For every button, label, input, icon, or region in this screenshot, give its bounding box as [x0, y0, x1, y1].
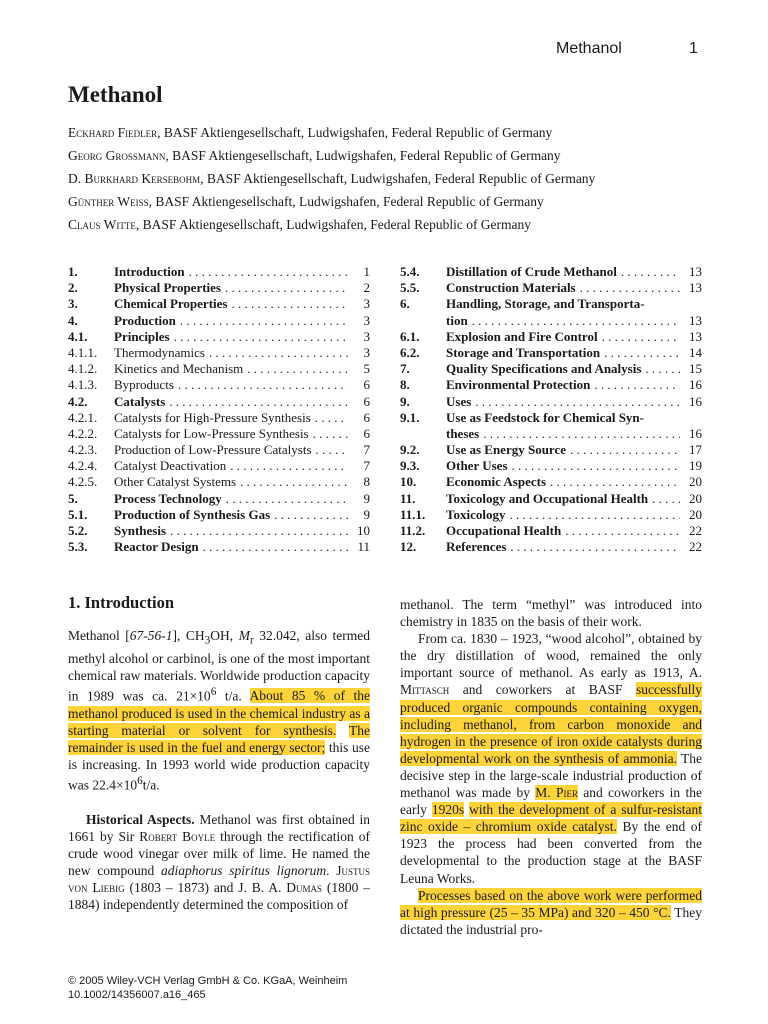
toc-number: 9. [400, 393, 410, 409]
toc-number: 9.3. [400, 458, 420, 474]
toc-page-number: 22 [689, 523, 702, 538]
toc-entry[interactable] [68, 329, 370, 345]
toc-entry[interactable] [400, 458, 702, 474]
toc-page-number: 3 [363, 296, 370, 312]
running-header-title: Methanol [556, 40, 622, 57]
paragraph-historical [68, 811, 370, 914]
toc-number: 6.2. [400, 344, 420, 360]
toc-entry[interactable] [68, 264, 370, 280]
toc-number: 4. [68, 312, 78, 328]
paragraph-processes [400, 887, 702, 938]
toc-title: Other Catalyst Systems [114, 474, 237, 490]
toc-leader-dots [604, 345, 680, 361]
author-affiliation: , BASF Aktiengesellschaft, Ludwigshafen, Federal Republic of Germany [165, 148, 561, 163]
toc-number: 5.4. [400, 264, 420, 279]
toc-page-number: 3 [363, 344, 370, 360]
toc-title: Catalysts for Low-Pressure Synthesis [114, 425, 309, 441]
toc-leader-dots [230, 458, 348, 474]
toc-page-number: 15 [689, 361, 702, 377]
toc-title-wrap [446, 345, 680, 361]
toc-title: Occupational Health [446, 523, 562, 538]
toc-title-wrap [114, 458, 348, 474]
toc-leader-dots [178, 377, 348, 393]
toc-leader-dots [274, 507, 348, 523]
toc-number: 12. [400, 539, 417, 555]
toc-title: References [446, 539, 507, 555]
toc-title-wrap [114, 313, 348, 329]
toc-leader-dots [475, 394, 680, 410]
toc-leader-dots [169, 394, 348, 410]
toc-leader-dots [203, 539, 348, 555]
toc-page-number: 9 [363, 506, 370, 522]
toc-title-wrap [446, 539, 680, 555]
toc-entry[interactable] [400, 539, 702, 555]
text-run: Robert Boyle [139, 828, 216, 844]
toc-title: Kinetics and Mechanism [114, 361, 244, 377]
text-run: (1803 – 1873) and J. B. A. [124, 879, 287, 895]
doi: 10.1002/14356007.a16_465 [68, 989, 206, 1001]
toc-number [400, 313, 446, 329]
toc-title: Toxicology [446, 506, 506, 522]
text-run: t/a. [142, 777, 160, 793]
toc-number: 5.2. [68, 523, 88, 538]
toc-leader-dots [315, 410, 348, 426]
toc-entry[interactable] [400, 296, 702, 312]
text-run: From ca. 1830 – 1923, “wood alcohol”, obtained by the dry distillation of wood, remained the only important source of methanol. As early as 1913, A. [400, 631, 702, 681]
toc-page-number: 7 [363, 442, 370, 458]
text-run: Justus von Liebig [68, 862, 371, 895]
toc-leader-dots [645, 361, 680, 377]
toc-leader-dots [510, 539, 680, 555]
text-run: 32.042, also termed methyl alcohol or carbinol, is one of the most important chemical raw materials. Worldwide production capacity in 1989 was ca. 21×10 [68, 628, 371, 704]
text-run [336, 723, 349, 738]
author-affiliation: , BASF Aktiengesellschaft, Ludwigshafen, Federal Republic of Germany [135, 217, 532, 232]
paragraph-historical-cont [400, 596, 702, 630]
toc-title: Construction Materials [446, 280, 576, 296]
toc-number: 11.2. [400, 523, 426, 538]
toc-title: theses [446, 425, 480, 441]
toc-number: 4.2.3. [68, 442, 98, 458]
toc-number: 4.2.1. [68, 409, 98, 425]
toc-entry[interactable] [400, 394, 702, 410]
toc-title: Production of Synthesis Gas [114, 506, 271, 522]
toc-title-wrap [446, 507, 680, 523]
toc-title-wrap [446, 394, 680, 410]
toc-number: 11.1. [400, 506, 426, 522]
toc-title-wrap [446, 361, 680, 377]
toc-title: Distillation of Crude Methanol [446, 264, 617, 279]
text-run: . [326, 862, 337, 878]
toc-number: 1. [68, 264, 78, 279]
toc-title: Explosion and Fire Control [446, 328, 598, 344]
text-run: and coworkers at BASF [449, 682, 637, 698]
toc-title: Catalyst Deactivation [114, 458, 227, 474]
toc-page-number: 13 [689, 264, 702, 279]
toc-title-wrap [446, 426, 680, 442]
toc-title-wrap [114, 491, 348, 507]
toc-title: Quality Specifications and Analysis [446, 361, 642, 377]
text-run: through the rectification of crude wood vinegar over milk of lime. He named the new compound [68, 828, 370, 878]
toc-page-number: 6 [363, 393, 370, 409]
toc-title: Environmental Protection [446, 377, 591, 393]
toc-number: 4.2. [68, 393, 88, 409]
toc-number: 11. [400, 490, 416, 506]
toc-title-wrap [114, 394, 348, 410]
toc-page-number: 22 [689, 539, 702, 555]
toc-title-wrap [114, 442, 348, 458]
toc-page-number: 20 [689, 474, 702, 490]
toc-entry[interactable] [400, 377, 702, 393]
toc-number: 5.5. [400, 280, 420, 296]
toc-page-number: 20 [689, 506, 702, 522]
toc-title-wrap [446, 280, 680, 296]
toc-number: 10. [400, 474, 417, 490]
paragraph-intro [68, 627, 370, 794]
text-run: Methanol [ [68, 628, 130, 643]
toc-entry[interactable] [400, 491, 702, 507]
toc-title-wrap [114, 474, 348, 490]
toc-title-wrap [114, 426, 348, 442]
toc-title-wrap [446, 313, 680, 329]
toc-title: Toxicology and Occupational Health [446, 490, 649, 506]
toc-title: Catalysts [114, 393, 166, 409]
toc-page-number [680, 410, 702, 426]
toc-entry[interactable] [68, 361, 370, 377]
toc-title: tion [446, 312, 468, 328]
toc-number: 9.1. [400, 409, 420, 425]
toc-page-number: 9 [363, 490, 370, 506]
toc-page-number: 8 [363, 474, 370, 490]
toc-number: 7. [400, 361, 410, 377]
toc-title-wrap [114, 410, 348, 426]
toc-number: 6. [400, 296, 410, 312]
toc-leader-dots [652, 491, 680, 507]
toc-page-number: 6 [363, 377, 370, 393]
toc-leader-dots [226, 491, 348, 507]
document-title: Methanol [68, 82, 163, 107]
text-run: ], CH [172, 628, 205, 643]
toc-title-wrap [446, 442, 680, 458]
toc-number: 4.1. [68, 328, 88, 344]
highlighted-text: 1920s [431, 802, 465, 818]
toc-entry[interactable] [400, 474, 702, 490]
toc-leader-dots [483, 426, 680, 442]
author-name: D. Burkhard Kersebohm [68, 171, 201, 186]
toc-entry[interactable] [68, 426, 370, 442]
toc-page-number: 16 [689, 393, 702, 409]
highlighted-text: with the development of a sulfur-resistant zinc oxide – chromium oxide catalyst. [400, 802, 703, 835]
toc-leader-dots [209, 345, 348, 361]
toc-title-wrap [114, 329, 348, 345]
toc-page-number: 13 [689, 328, 702, 344]
toc-title-wrap [446, 491, 680, 507]
toc-title-wrap [114, 280, 348, 296]
toc-entry[interactable] [400, 426, 702, 442]
author-list [68, 124, 708, 239]
toc-page-number: 16 [689, 425, 702, 441]
toc-leader-dots [170, 523, 348, 539]
text-run: 67-56-1 [129, 628, 173, 643]
author-name: Claus Witte [68, 217, 136, 232]
toc-leader-dots [512, 458, 680, 474]
toc-entry[interactable] [68, 458, 370, 474]
toc-title: Use as Feedstock for Chemical Syn- [446, 409, 644, 425]
toc-title: Reactor Design [114, 539, 199, 555]
toc-title-wrap [114, 296, 348, 312]
toc-title-wrap [446, 296, 680, 312]
toc-page-number: 16 [689, 377, 702, 393]
text-run: The decisive step in the large-scale industrial production of methanol was made by [400, 750, 702, 801]
toc-entry[interactable] [68, 410, 370, 426]
toc-entry[interactable] [400, 264, 702, 280]
toc-entry[interactable] [68, 394, 370, 410]
toc-leader-dots [174, 329, 348, 345]
toc-title-wrap [114, 345, 348, 361]
author-affiliation: , BASF Aktiengesellschaft, Ludwigshafen, Federal Republic of Germany [200, 171, 596, 186]
toc-title-wrap [114, 377, 348, 393]
toc-title: Use as Energy Source [446, 442, 567, 458]
toc-title-wrap [114, 507, 348, 523]
highlighted-text: The remainder is used in the fuel and energy sector; [68, 722, 370, 755]
toc-leader-dots [570, 442, 680, 458]
toc-number: 6.1. [400, 328, 420, 344]
toc-number: 3. [68, 296, 78, 312]
toc-page-number: 3 [363, 328, 370, 344]
toc-entry[interactable] [68, 491, 370, 507]
toc-entry[interactable] [68, 523, 370, 539]
toc-page-number: 13 [689, 312, 702, 328]
toc-title-wrap [446, 377, 680, 393]
toc-leader-dots [240, 474, 348, 490]
toc-leader-dots [565, 523, 680, 539]
text-run: OH, [210, 628, 239, 643]
toc-number: 9.2. [400, 442, 420, 458]
toc-entry[interactable] [400, 280, 702, 296]
text-run: They dictated the industrial pro- [400, 904, 702, 937]
toc-leader-dots [189, 264, 348, 280]
paragraph-wood-alcohol [400, 630, 702, 886]
text-column-left [68, 627, 370, 913]
toc-page-number: 10 [357, 523, 370, 538]
toc-leader-dots [225, 280, 348, 296]
author-line [68, 216, 708, 239]
toc-title: Handling, Storage, and Transporta- [446, 296, 645, 312]
toc-title: Chemical Properties [114, 296, 228, 312]
toc-page-number: 14 [689, 344, 702, 360]
toc-entry[interactable] [68, 474, 370, 490]
toc-entry[interactable] [400, 313, 702, 329]
page-number: 1 [689, 40, 698, 57]
text-run: By the end of 1923 the process had been converted from the developmental to the production stage at the BASF Leuna Works. [400, 819, 702, 886]
toc-leader-dots [594, 377, 680, 393]
toc-entry[interactable] [400, 507, 702, 523]
footer [68, 974, 347, 1002]
toc-entry[interactable] [400, 442, 702, 458]
toc-number: 4.1.1. [68, 344, 98, 360]
toc-leader-dots [180, 313, 348, 329]
toc-leader-dots [621, 264, 680, 280]
author-line [68, 193, 708, 216]
author-affiliation: , BASF Aktiengesellschaft, Ludwigshafen, Federal Republic of Germany [157, 125, 553, 140]
highlighted-text: Processes based on the above work were performed at high pressure (25 – 35 MPa) and 320 – 450 °C. [400, 887, 702, 920]
toc-number [400, 426, 446, 442]
text-run: t/a. [216, 688, 250, 704]
toc-number: 4.1.3. [68, 377, 98, 393]
author-line [68, 124, 708, 147]
toc-title-wrap [446, 523, 680, 539]
toc-title: Physical Properties [114, 280, 221, 296]
toc-entry[interactable] [68, 539, 370, 555]
toc-title: Production [114, 312, 176, 328]
toc-entry[interactable] [400, 361, 702, 377]
toc-entry[interactable] [68, 377, 370, 393]
toc-page-number: 11 [357, 539, 370, 555]
toc-number: 4.2.5. [68, 474, 98, 490]
toc-number: 2. [68, 280, 78, 296]
toc-title: Synthesis [114, 523, 167, 538]
toc-title-wrap [114, 361, 348, 377]
highlighted-text: successfully produced organic compounds containing oxygen, including methanol, from carbon monoxide and hydrogen in the presence of iron oxide catalysts during developmental work on the synthesis of ammonia. [400, 682, 702, 766]
text-run: 6 [137, 774, 143, 787]
toc-entry[interactable] [400, 410, 702, 426]
author-name: Georg Grossmann [68, 148, 166, 163]
text-run: Historical Aspects. [86, 811, 195, 827]
text-run: this use is increasing. In 1993 world wide production capacity was 22.4×10 [68, 739, 370, 793]
toc-leader-dots [550, 474, 680, 490]
toc-page-number: 13 [689, 280, 702, 296]
text-run: 3 [204, 634, 211, 647]
author-name: Günther Weiss [68, 194, 149, 209]
toc-entry[interactable] [68, 280, 370, 296]
text-run: and coworkers in the early [400, 785, 702, 818]
toc-title-wrap [446, 410, 680, 426]
toc-title-wrap [446, 458, 680, 474]
toc-page-number: 20 [689, 490, 702, 506]
text-column-right [400, 596, 702, 938]
toc-page-number: 6 [363, 425, 370, 441]
text-run: r [249, 634, 254, 647]
toc-title: Introduction [114, 264, 185, 279]
toc-page-number: 6 [363, 409, 370, 425]
toc-entry[interactable] [400, 345, 702, 361]
toc-title: Catalysts for High-Pressure Synthesis [114, 409, 311, 425]
toc-number: 4.2.4. [68, 458, 98, 474]
toc-entry[interactable] [400, 329, 702, 345]
toc-page-number: 17 [689, 442, 702, 458]
highlighted-text: About 85 % of the methanol produced is used in the chemical industry as a starting material or solvent for synthesis. [68, 688, 370, 738]
toc-leader-dots [472, 313, 680, 329]
author-line [68, 147, 708, 170]
toc-page-number: 19 [689, 458, 702, 474]
toc-entry[interactable] [68, 313, 370, 329]
toc-page-number: 1 [363, 264, 370, 279]
toc-title: Uses [446, 393, 472, 409]
toc-title: Process Technology [114, 490, 222, 506]
text-run: (1800 – 1884) independently determined the composition of [68, 879, 370, 912]
text-run: M [238, 628, 250, 643]
toc-number: 5.3. [68, 539, 88, 555]
toc-leader-dots [509, 507, 680, 523]
toc-leader-dots [247, 361, 348, 377]
toc-title-wrap [114, 264, 348, 280]
toc-title: Thermodynamics [114, 344, 205, 360]
toc-number: 4.1.2. [68, 361, 98, 377]
toc-leader-dots [602, 329, 680, 345]
text-run: 6 [210, 685, 217, 698]
toc-leader-dots [313, 426, 348, 442]
toc-title: Byproducts [114, 377, 174, 393]
text-run: Mittasch [400, 682, 450, 698]
toc-entry[interactable] [68, 345, 370, 361]
toc-title: Storage and Transportation [446, 344, 601, 360]
toc-number: 5. [68, 490, 78, 506]
section-heading: 1. Introduction [68, 593, 175, 612]
text-run: adiaphorus spiritus lignorum [161, 862, 327, 878]
toc-title: Production of Low-Pressure Catalysts [114, 442, 312, 458]
toc-page-number: 7 [363, 458, 370, 474]
toc-title-wrap [446, 329, 680, 345]
toc-number: 4.2.2. [68, 425, 98, 441]
toc-title-wrap [114, 539, 348, 555]
toc-page-number: 5 [363, 361, 370, 377]
toc-title: Economic Aspects [446, 474, 547, 490]
text-run: Dumas [286, 879, 322, 895]
toc-title-wrap [446, 474, 680, 490]
toc-number: 5.1. [68, 506, 88, 522]
toc-page-number [680, 296, 702, 312]
toc-title: Other Uses [446, 458, 508, 474]
toc-number: 8. [400, 377, 410, 393]
author-name: Eckhard Fiedler [68, 125, 158, 140]
toc-leader-dots [231, 296, 348, 312]
toc-title-wrap [446, 264, 680, 280]
copyright-notice: © 2005 Wiley-VCH Verlag GmbH & Co. KGaA, Weinheim [68, 975, 348, 987]
toc-entry[interactable] [68, 507, 370, 523]
table-of-contents-right [400, 264, 702, 555]
toc-page-number: 3 [363, 312, 370, 328]
toc-page-number: 2 [363, 280, 370, 296]
text-run: Methanol was first obtained in 1661 by Sir [68, 811, 370, 844]
author-line [68, 170, 708, 193]
toc-leader-dots [580, 280, 680, 296]
text-run: methanol. The term “methyl” was introduced into chemistry in 1835 on the basis of their work. [400, 597, 702, 630]
highlighted-text: M. Pier [535, 785, 578, 801]
toc-entry[interactable] [400, 523, 702, 539]
table-of-contents-left [68, 264, 370, 555]
toc-entry[interactable] [68, 442, 370, 458]
toc-title-wrap [114, 523, 348, 539]
toc-entry[interactable] [68, 296, 370, 312]
toc-title: Principles [114, 328, 170, 344]
author-affiliation: , BASF Aktiengesellschaft, Ludwigshafen, Federal Republic of Germany [148, 194, 544, 209]
toc-leader-dots [316, 442, 348, 458]
